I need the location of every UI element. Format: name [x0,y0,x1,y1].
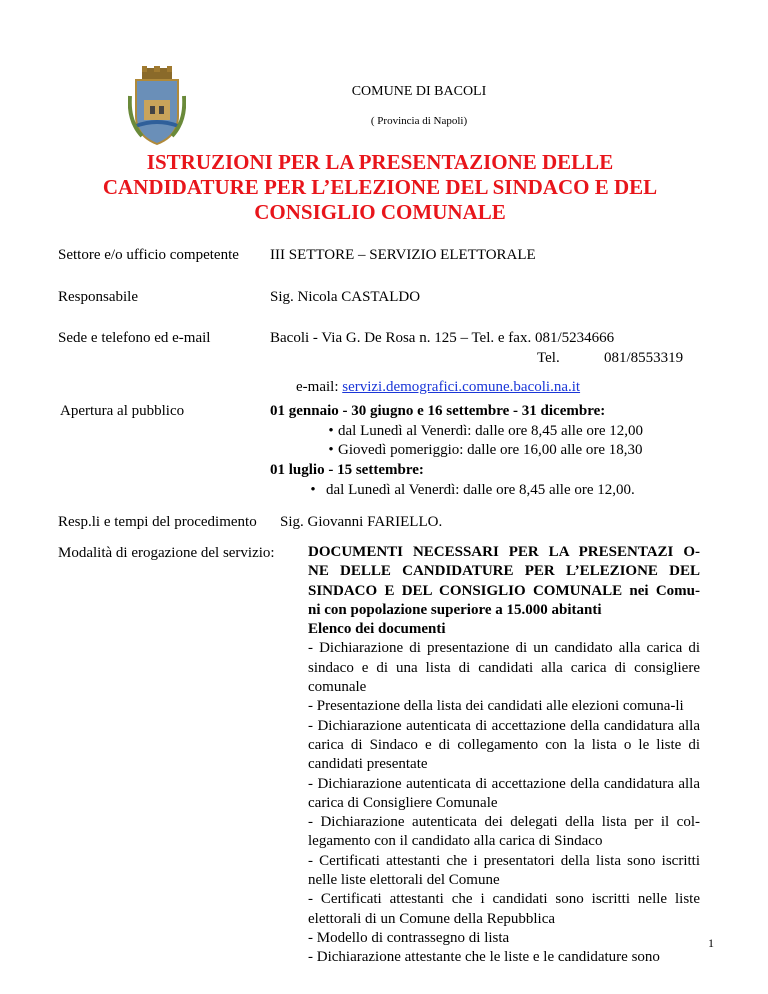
list-item [324,442,643,459]
value-settore: III SETTORE – SERVIZIO ELETTORALE [270,247,536,263]
period-1: 01 gennaio - 30 giugno e 16 settembre - 31 dicembre: [270,403,606,419]
document-item: - Certificati attestanti che i candidati sono iscritti nelle liste elettorali di un Comune della Repubblica [308,891,700,927]
email-line [296,379,580,396]
page-number: 1 [708,936,714,950]
document-item: - Dichiarazione autenticata di accettazione della candidatura alla carica di Consigliere Comunale [308,775,700,811]
bullet-icon: • [328,442,334,458]
heading-line: SINDACO E DEL CONSIGLIO COMUNALE nei Comu- [308,582,700,599]
document-item: - Dichiarazione autenticata di accettazione della candidatura alla carica di Sindaco e di collegamento con la lista o le liste di candidati presentate [308,717,700,773]
value-resp-tempi: Sig. Giovanni FARIELLO. [280,514,443,530]
modalita-content [308,543,700,968]
tel-value: 081/8553319 [604,350,684,366]
label-resp-tempi: Resp.li e tempi del procedimento [58,514,257,530]
schedule-text: Giovedì pomeriggio: dalle ore 16,00 alle ore 18,30 [338,442,643,458]
value-sede: Bacoli - Via G. De Rosa n. 125 – Tel. e fax. 081/5234666 [270,330,615,346]
label-modalita: Modalità di erogazione del servizio: [58,545,275,561]
heading-line: ni con popolazione superiore a 15.000 abitanti [308,601,602,618]
schedule-text: dal Lunedì al Venerdì: dalle ore 8,45 alle ore 12,00 [338,423,644,439]
label-apertura: Apertura al pubblico [60,403,185,419]
list-item [324,423,643,440]
document-item: - Modello di contrassegno di lista [308,929,510,946]
list-item [300,482,635,499]
value-responsabile: Sig. Nicola CASTALDO [270,289,421,305]
coat-of-arms-logo [128,66,186,146]
bullet-icon: • [328,423,334,439]
document-item: - Dichiarazione di presentazione di un candidato alla carica di sindaco e di una lista di candidati alla carica di consigliere comunale [308,640,700,696]
title-line: CONSIGLIO COMUNALE [254,200,506,224]
period-2: 01 luglio - 15 settembre: [270,462,424,478]
heading-line: NE DELLE CANDIDATURE PER L’ELEZIONE DEL [308,563,700,580]
document-item: - Certificati attestanti che i presentatori della lista sono iscritti nelle liste elettorali del Comune [308,852,700,889]
page-title [60,150,700,225]
label-settore: Settore e/o ufficio competente [58,247,239,263]
document-item: - Dichiarazione autenticata dei delegati della lista per il col-legamento con il candidato alla carica di Sindaco [308,814,700,850]
document-item: - Dichiarazione attestante che le liste e le candidature sono [308,949,660,966]
municipality-name: COMUNE DI BACOLI [351,84,487,99]
document-item: - Presentazione della lista dei candidati alle elezioni comuna-li [308,698,684,715]
email-link[interactable]: servizi.demografici.comune.bacoli.na.it [342,379,581,395]
heading-line: DOCUMENTI NECESSARI PER LA PRESENTAZI O- [308,544,700,560]
bullet-icon: • [310,482,316,498]
email-prefix: e-mail: [296,379,343,395]
title-line: ISTRUZIONI PER LA PRESENTAZIONE DELLE [146,150,614,174]
schedule-text: dal Lunedì al Venerdì: dalle ore 8,45 alle ore 12,00. [326,482,635,498]
title-line: CANDIDATURE PER L’ELEZIONE DEL SINDACO E DEL [102,175,658,199]
label-responsabile: Responsabile [58,289,138,305]
province-name: ( Provincia di Napoli) [370,115,468,127]
label-sede: Sede e telefono ed e-mail [58,330,211,346]
elenco-heading: Elenco dei documenti [308,621,446,638]
tel-label: Tel. [537,350,560,366]
